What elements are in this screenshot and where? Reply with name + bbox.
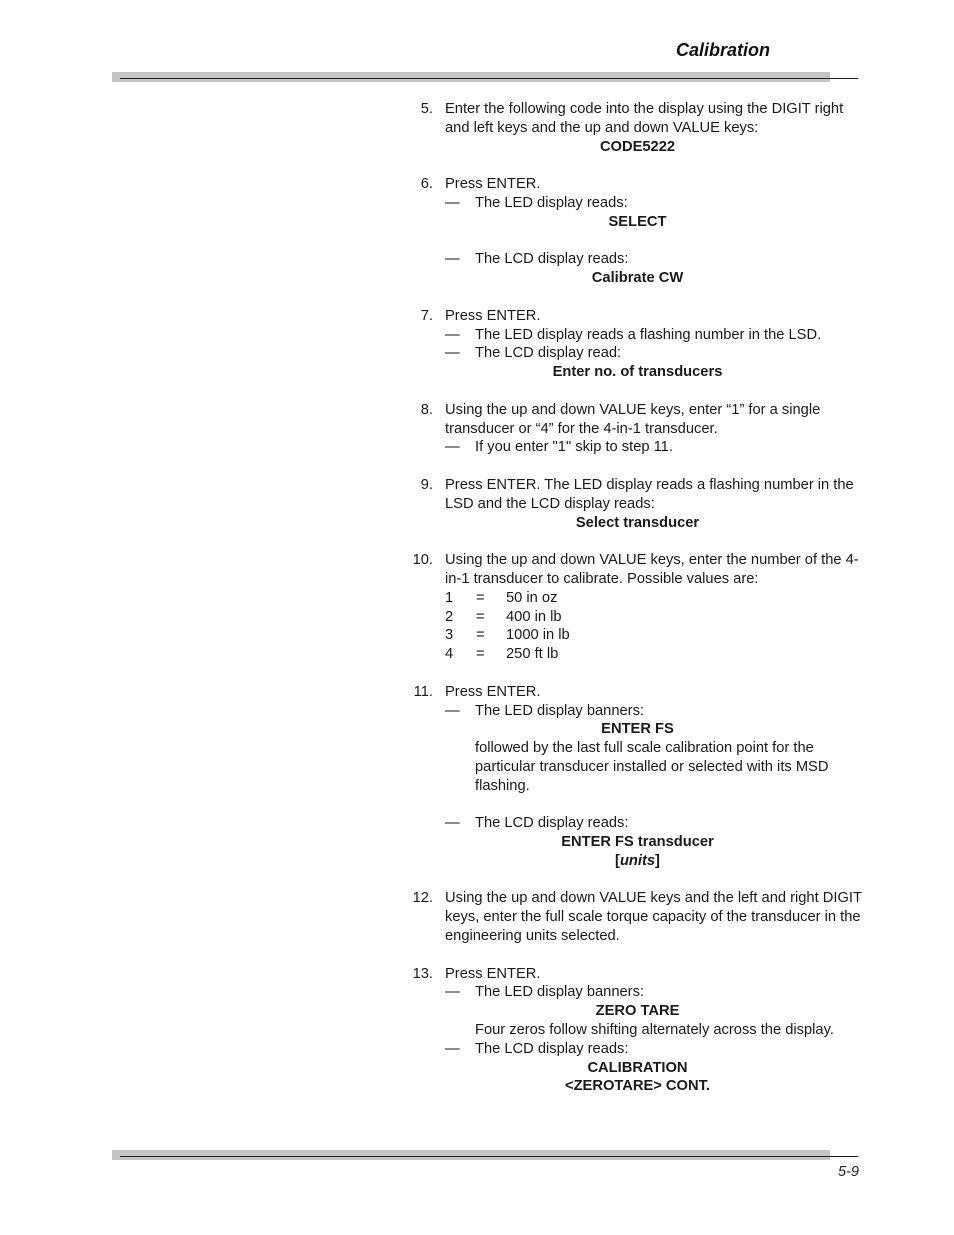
lcd-note bbox=[445, 814, 870, 833]
page-number: 5-9 bbox=[838, 1164, 859, 1180]
step-text: Press ENTER. bbox=[445, 683, 541, 700]
led-note bbox=[445, 702, 870, 721]
led-note bbox=[445, 194, 870, 213]
lcd-text: The LCD display reads: bbox=[475, 251, 629, 268]
skip-note bbox=[445, 438, 870, 457]
step-text: Press ENTER. bbox=[445, 965, 541, 982]
value-key: 2 bbox=[445, 608, 454, 625]
value-key: 3 bbox=[445, 627, 454, 644]
value-row bbox=[445, 626, 870, 645]
units-bracket-close: ] bbox=[655, 852, 660, 869]
value-row bbox=[445, 645, 870, 664]
page-header-title: Calibration bbox=[676, 40, 771, 60]
led-display-value: SELECT bbox=[608, 213, 667, 230]
note-text: If you enter "1" skip to step 11. bbox=[475, 439, 673, 456]
step-text: Using the up and down VALUE keys, enter the number of the 4-in-1 transducer to calibrate. Possible values are: bbox=[445, 552, 859, 587]
step-number: 8. bbox=[420, 401, 433, 418]
step-number: 12. bbox=[412, 890, 433, 907]
step-7 bbox=[400, 307, 870, 382]
lcd-display-value: CALIBRATION bbox=[587, 1059, 688, 1076]
value-capacity: 400 in lb bbox=[506, 608, 562, 625]
value-capacity: 1000 in lb bbox=[506, 627, 570, 644]
value-row bbox=[445, 608, 870, 627]
lcd-text: The LCD display read: bbox=[475, 345, 622, 362]
dash-bullet: — bbox=[445, 345, 460, 362]
lcd-display-value: <ZEROTARE> CONT. bbox=[565, 1078, 710, 1095]
step-text: Press ENTER. The LED display reads a flashing number in the LSD and the LCD display reads: bbox=[445, 476, 854, 512]
step-13 bbox=[400, 965, 870, 1097]
step-number: 7. bbox=[420, 307, 433, 324]
step-text: Press ENTER. bbox=[445, 176, 541, 193]
led-followup-text: followed by the last full scale calibration point for the particular transducer installed or selected with its MSD flashing. bbox=[475, 740, 829, 794]
dash-bullet: — bbox=[445, 702, 460, 719]
led-note bbox=[445, 326, 870, 345]
dash-bullet: — bbox=[445, 1040, 460, 1057]
step-text: Enter the following code into the display using the DIGIT right and left keys and the up and down VALUE keys: bbox=[445, 101, 844, 136]
lcd-display-value: Enter no. of transducers bbox=[552, 364, 723, 381]
lcd-note bbox=[445, 344, 870, 363]
units-placeholder: units bbox=[619, 852, 656, 869]
step-number: 10. bbox=[412, 552, 433, 569]
procedure-steps bbox=[400, 100, 870, 1115]
dash-bullet: — bbox=[445, 194, 460, 211]
led-text: The LED display banners: bbox=[475, 984, 644, 1001]
header-rule-line bbox=[120, 78, 858, 79]
dash-bullet: — bbox=[445, 326, 460, 343]
lcd-note bbox=[445, 1040, 870, 1059]
step-11 bbox=[400, 683, 870, 871]
step-number: 13. bbox=[412, 965, 433, 982]
value-key: 4 bbox=[445, 646, 454, 663]
units-bracket-open: [ bbox=[615, 852, 620, 869]
lcd-display-value: Select transducer bbox=[575, 514, 700, 531]
led-display-value: ZERO TARE bbox=[595, 1003, 680, 1020]
value-capacity: 250 ft lb bbox=[506, 646, 559, 663]
led-note bbox=[445, 983, 870, 1002]
step-number: 9. bbox=[420, 476, 433, 493]
led-text: The LED display banners: bbox=[475, 702, 644, 719]
step-6 bbox=[400, 175, 870, 288]
step-number: 5. bbox=[420, 101, 433, 117]
lcd-units-line bbox=[355, 852, 920, 871]
value-equals: = bbox=[476, 589, 485, 606]
display-code: CODE5222 bbox=[599, 138, 676, 155]
value-equals: = bbox=[476, 627, 485, 644]
lcd-display-value: ENTER FS transducer bbox=[561, 834, 714, 851]
value-row bbox=[445, 589, 870, 608]
step-text: Press ENTER. bbox=[445, 307, 541, 324]
dash-bullet: — bbox=[445, 984, 460, 1001]
value-key: 1 bbox=[445, 589, 454, 606]
lcd-text: The LCD display reads: bbox=[475, 1040, 629, 1057]
led-followup-text: Four zeros follow shifting alternately across the display. bbox=[475, 1022, 834, 1039]
led-text: The LED display reads a flashing number in the LSD. bbox=[475, 326, 822, 343]
step-5 bbox=[400, 100, 870, 156]
value-equals: = bbox=[476, 608, 485, 625]
led-display-value: ENTER FS bbox=[601, 721, 674, 738]
lcd-note bbox=[445, 250, 870, 269]
dash-bullet: — bbox=[445, 251, 460, 268]
footer-rule-line bbox=[120, 1156, 858, 1157]
step-10 bbox=[400, 551, 870, 664]
step-12 bbox=[400, 889, 870, 945]
dash-bullet: — bbox=[445, 439, 460, 456]
step-9 bbox=[400, 476, 870, 532]
value-equals: = bbox=[476, 646, 485, 663]
step-text: Using the up and down VALUE keys, enter “1” for a single transducer or “4” for the 4-in-1 transducer. bbox=[445, 401, 821, 437]
header-rule-bar bbox=[112, 72, 830, 82]
step-number: 6. bbox=[420, 176, 433, 193]
dash-bullet: — bbox=[445, 815, 460, 832]
led-text: The LED display reads: bbox=[475, 194, 628, 211]
value-capacity: 50 in oz bbox=[506, 589, 558, 606]
lcd-text: The LCD display reads: bbox=[475, 815, 629, 832]
lcd-display-value: Calibrate CW bbox=[591, 270, 684, 287]
footer-rule-bar bbox=[112, 1150, 830, 1160]
step-text: Using the up and down VALUE keys and the left and right DIGIT keys, enter the full scale torque capacity of the transducer in the engineering units selected. bbox=[445, 890, 862, 945]
step-number: 11. bbox=[413, 683, 433, 700]
step-8 bbox=[400, 401, 870, 457]
